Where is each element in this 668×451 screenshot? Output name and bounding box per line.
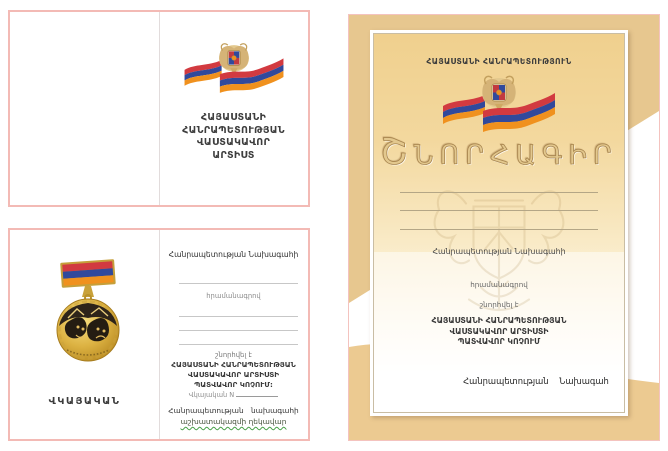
diploma-sheet-inner [373,33,625,413]
certificate-number-row [159,390,308,399]
diploma-country: ՀԱՅԱՍՏԱՆԻ ՀԱՆՐԱՊԵՏՈՒԹՅՈՒՆ [426,57,572,66]
cover-title-line: ԱՐՏԻՍՏ [212,149,255,161]
diploma-decree-label: հրամանագրով [470,280,528,289]
diploma-honorary-title-line: ՎԱՍՏԱԿԱՎՈՐ ԱՐՏԻՍՏԻ [449,326,549,336]
honorary-title-line: ՊԱՏՎԱՎՈՐ ԿՈՉՈՒՄ: [194,380,273,389]
diploma-honorary-title-block [374,316,624,348]
honorary-title-block [159,360,308,390]
fill-in-line [179,316,298,317]
diploma-sheet [370,30,628,416]
fill-in-line [179,330,298,331]
certificate-id-card [8,228,310,441]
cover-title-line: ՀԱՅԱՍՏԱՆԻ [200,112,267,123]
honorary-title-line: ՎԱՍՏԱԿԱՎՈՐ ԱՐՏԻՍՏԻ [187,370,280,379]
fill-in-line [179,344,298,345]
cover-card-front-page [159,12,308,205]
honored-artist-medal-icon [42,256,134,372]
diploma-president-signature: Հանրապետության Նախագահ [463,376,609,386]
diploma-title: ՇՆՈՐՀԱԳԻՐ [380,130,618,173]
honorary-title-line: ՀԱՅԱՍՏԱՆԻ ՀԱՆՐԱՊԵՏՈՒԹՅԱՆ [171,360,296,369]
fill-in-line [400,192,598,193]
fill-in-line [400,229,598,230]
cover-title-line: ՀԱՆՐԱՊԵՏՈՒԹՅԱՆ [182,124,285,136]
awarded-label: շնորհվել է [215,351,252,359]
cover-title [159,112,308,162]
diploma-honorary-title-line: ՀԱՅԱՍՏԱՆԻ ՀԱՆՐԱՊԵՏՈՒԹՅԱՆ [431,316,567,325]
diploma-heading: Հանրապետության Նախագահի [432,247,566,256]
diploma-panel [348,14,660,441]
cover-card [8,10,310,207]
id-heading: Հանրապետության Նախագահի [168,250,299,259]
decree-label: հրամանագրով [206,292,261,300]
diploma-honorary-title-line: ՊԱՏՎԱՎՈՐ ԿՈՉՈՒՄ [457,337,541,346]
certificate-number-blank [236,390,278,397]
id-card-medal-page [10,230,159,439]
armenia-coat-of-arms-flags-icon [181,36,287,102]
id-card-text-page [159,230,308,439]
signature-title-line1: Հանրապետության նախագահի [168,406,299,415]
medal-label: ՎԿԱՅԱԿԱՆ [48,396,121,407]
fill-in-line [400,210,598,211]
signature-title-line2: աշխատակազմի ղեկավար [180,417,287,426]
cover-title-line: ՎԱՍՏԱԿԱՎՈՐ [196,137,271,148]
certificate-number-label: Վկայական N [188,391,235,399]
diploma-awarded-label: շնորհվել է [479,300,519,309]
fill-in-line [179,283,298,284]
